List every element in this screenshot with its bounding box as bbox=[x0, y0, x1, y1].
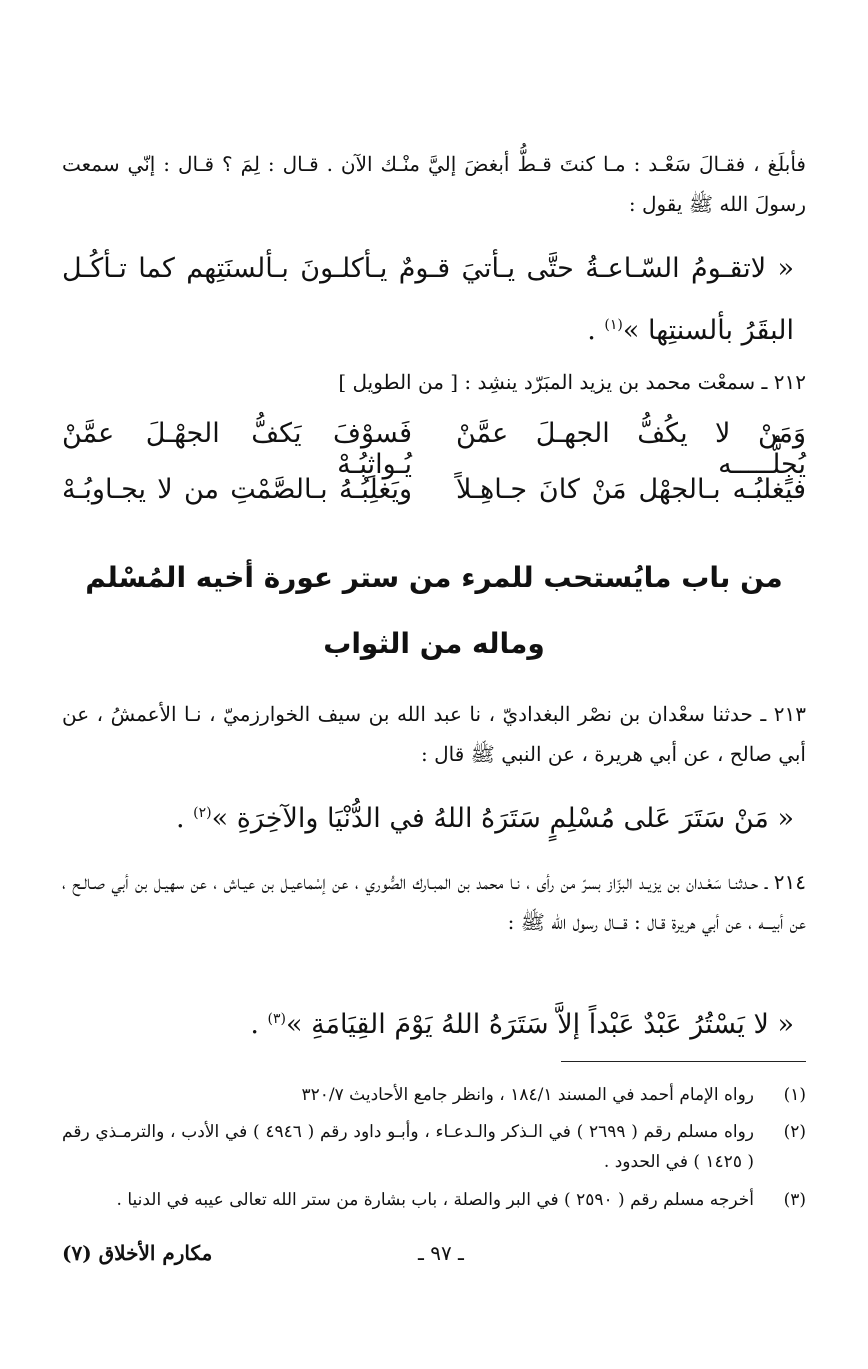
hadith-3-text: « لا يَسْتُرُ عَبْدٌ عَبْداً إلاَّ سَتَرَهُ اللهُ يَوْمَ القِيَامَةِ » bbox=[285, 1009, 794, 1040]
hadith-2 bbox=[62, 788, 806, 850]
item-213 bbox=[62, 694, 806, 774]
footnote-1 bbox=[62, 1080, 806, 1110]
book-title-footer: مكارم الأخلاق (٧) bbox=[62, 1241, 213, 1265]
footnote-2 bbox=[62, 1117, 806, 1177]
item-214 bbox=[62, 862, 806, 942]
chapter-heading-line-1: من باب مايُستحب للمرء من ستر عورة أخيه المُسْلم bbox=[85, 561, 783, 594]
footnote-1-number: (١) bbox=[783, 1085, 806, 1105]
hadith-3 bbox=[62, 994, 806, 1056]
paragraph-text: فأبلَغ ، فقـالَ سَعْـد : مـا كنتَ قـطُّ أبغضَ إليَّ منْـك الآن . قـال : لِمَ ؟ قـال : إنّي سمعت رسولَ الله ﷺ يقول : bbox=[62, 152, 806, 216]
verse-1-second-hemistich: فَسوْفَ يَكفُّ الجهْـلَ عمَّنْ يُـواثِبُـهْ bbox=[62, 418, 412, 480]
hadith-3-end: . bbox=[250, 1009, 268, 1040]
chapter-heading-line-2: وماله من الثواب bbox=[323, 627, 545, 660]
hadith-1 bbox=[62, 238, 806, 362]
footnote-ref-2: (٢) bbox=[193, 805, 212, 821]
verse-1-first-hemistich: وَمَنْ لا يكُفُّ الجهـلَ عمَّنْ يُجِلُّـــــه bbox=[456, 418, 806, 480]
page-number: ـ ٩٧ ـ bbox=[418, 1241, 464, 1265]
footnote-ref-1: (١) bbox=[604, 317, 623, 333]
footnote-separator bbox=[561, 1061, 806, 1062]
hadith-2-text: « مَنْ سَتَرَ عَلى مُسْلِمٍ سَتَرَهُ اللهُ في الدُّنْيَا والآخِرَةِ » bbox=[211, 803, 794, 834]
verse-2-first-hemistich: فيَغلبُـه بـالجهْل مَنْ كانَ جـاهِـلاً bbox=[456, 474, 806, 505]
item-213-text: ٢١٣ ـ حدثنا سعْدان بن نصْر البغداديّ ، نا عبد الله بن سيف الخوارزميّ ، نـا الأعمشُ ، عن أبي صالح ، عن أبي هريرة ، عن النبي ﷺ قال : bbox=[62, 702, 806, 766]
hadith-1-text: « لاتقـومُ السّـاعـةُ حتَّى يـأتيَ قـومٌ يـأكلـونَ بـألسنَتِهم كما تـأكُـل البقَرُ بألسنتِها » bbox=[62, 253, 794, 346]
footnote-1-text: رواه الإمام أحمد في المسند ١٨٤/١ ، وانظر جامع الأحاديث ٣٢٠/٧ bbox=[301, 1085, 754, 1105]
footnote-3 bbox=[62, 1185, 806, 1215]
hadith-1-end: . bbox=[587, 315, 605, 346]
paragraph-continuation bbox=[62, 144, 806, 224]
verse-2-second-hemistich: ويَغلِبُـهُ بـالصَّمْتِ من لا يجـاوبُـهْ bbox=[62, 474, 412, 505]
hadith-2-end: . bbox=[175, 803, 194, 834]
verse-line-2 bbox=[62, 474, 806, 528]
verse-line-1 bbox=[62, 418, 806, 480]
footnote-2-text: رواه مسلم رقم ( ٢٦٩٩ ) في الـذكر والـدعـاء ، وأبـو داود رقم ( ٤٩٤٦ ) في الأدب ، والترمـذي رقم ( ١٤٢٥ ) في الحدود . bbox=[62, 1122, 754, 1172]
footnote-2-number: (٢) bbox=[783, 1122, 806, 1142]
footnote-3-text: أخرجه مسلم رقم ( ٢٥٩٠ ) في البر والصلة ، باب بشارة من ستر الله تعالى عيبه في الدنيا . bbox=[116, 1190, 754, 1210]
footnote-ref-3: (٣) bbox=[267, 1011, 286, 1027]
item-212 bbox=[62, 362, 806, 402]
footnote-3-number: (٣) bbox=[783, 1190, 806, 1210]
item-214-text: ٢١٤ ـ حـدثنـا سَعْـدان بن يزيـد البزّاز بسرّ من رأى ، نـا محمد بن المبـارك الصُّوري ، عن إسْماعيـل بن عيـاش ، عن سهيـل بن أبي صـالـح ، عن أبيـــه ، عن أبي هريرة قـال : قـــال رسول الله ﷺ : bbox=[62, 870, 806, 934]
item-212-text: ٢١٢ ـ سمعْت محمد بن يزيد المبَرّد ينشِد : [ من الطويل ] bbox=[338, 370, 806, 394]
